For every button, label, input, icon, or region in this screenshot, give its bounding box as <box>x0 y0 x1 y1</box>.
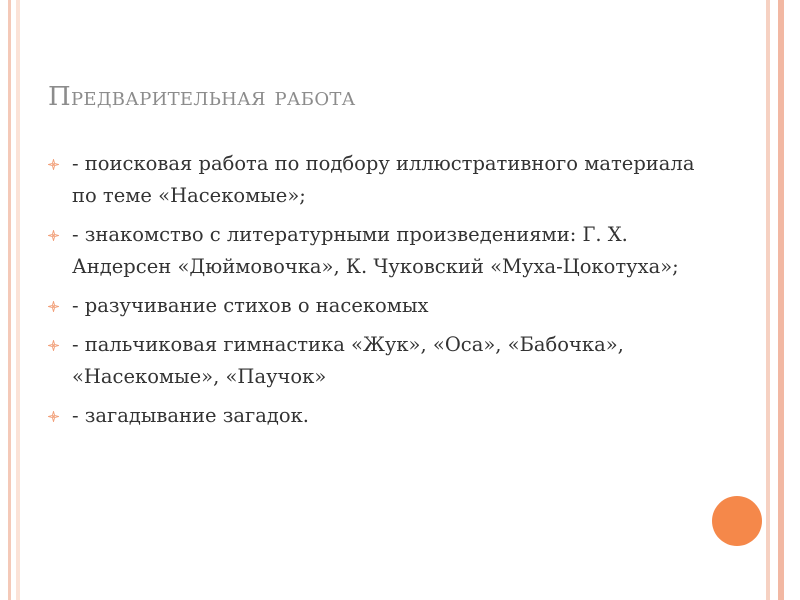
right-border-line-inner <box>766 0 770 600</box>
bullet-text: - поисковая работа по подбору иллюстративного материала по теме «Насекомые»; <box>72 152 695 207</box>
list-item <box>48 400 708 432</box>
diamond-sparkle-icon <box>48 340 59 351</box>
list-item <box>48 148 708 212</box>
list-item <box>48 219 708 283</box>
bullet-text: - знакомство с литературными произведениями: Г. Х. Андерсен «Дюймовочка», К. Чуковский «Муха-Цокотуха»; <box>72 223 679 278</box>
diamond-sparkle-icon <box>48 301 59 312</box>
list-item <box>48 290 708 322</box>
slide-title: Предварительная работа <box>48 82 356 112</box>
diamond-sparkle-icon <box>48 159 59 170</box>
left-border-line <box>8 0 11 600</box>
right-border-line <box>778 0 784 600</box>
left-border-line-inner <box>16 0 20 600</box>
bullet-text: - пальчиковая гимнастика «Жук», «Оса», «Бабочка», «Насекомые», «Паучок» <box>72 333 624 388</box>
list-item <box>48 329 708 393</box>
decorative-circle <box>712 496 762 546</box>
bullet-text: - загадывание загадок. <box>72 404 309 427</box>
diamond-sparkle-icon <box>48 411 59 422</box>
bullet-list <box>48 148 708 439</box>
diamond-sparkle-icon <box>48 230 59 241</box>
bullet-text: - разучивание стихов о насекомых <box>72 294 429 317</box>
